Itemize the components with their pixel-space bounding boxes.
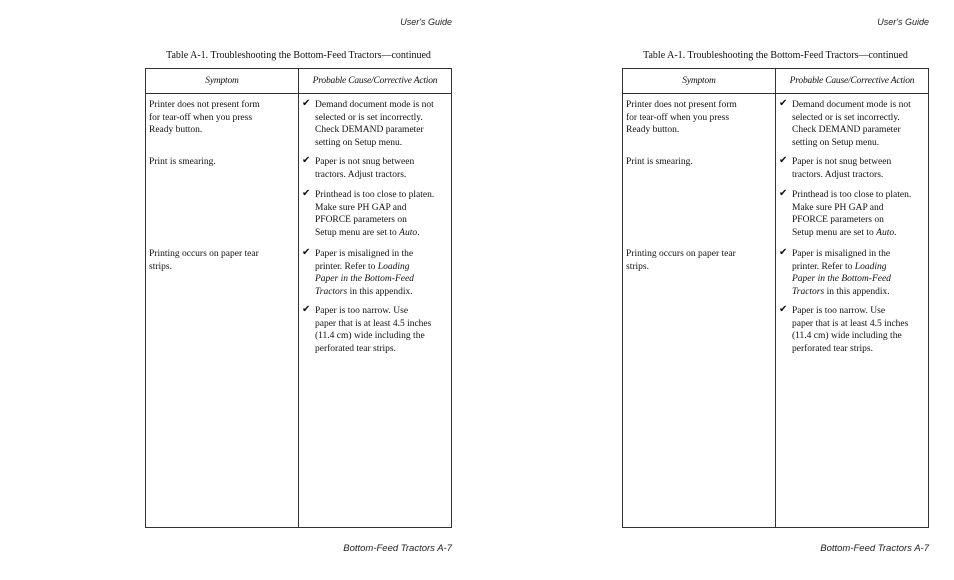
header-cause: Probable Cause/Corrective Action <box>312 76 438 86</box>
checkmark-icon: ✔ <box>779 304 788 315</box>
text-line: Tractors in this appendix. <box>315 286 413 297</box>
header-symptom: Symptom <box>205 76 239 86</box>
running-header: User's Guide <box>877 17 929 27</box>
text-line: strips. <box>149 261 172 272</box>
table-header-row <box>623 69 928 94</box>
text-line: Paper in the Bottom-Feed <box>315 274 414 284</box>
text-line: Demand document mode is not <box>792 100 911 110</box>
text-line: Tractors in this appendix. <box>792 286 890 297</box>
cause-cell <box>779 99 927 149</box>
cause-cell <box>779 305 927 355</box>
cause-cell <box>779 156 927 181</box>
page-footer: Bottom-Feed Tractors A-7 <box>820 543 929 554</box>
text-line: printer. Refer to Loading <box>315 261 410 272</box>
text-line: Printer does not present form <box>149 100 260 110</box>
text-line: PFORCE parameters on <box>315 215 407 225</box>
text-line: setting on Setup menu. <box>792 137 880 148</box>
checkmark-icon: ✔ <box>302 247 311 258</box>
text-line: (11.4 cm) wide including the <box>315 331 425 341</box>
text-line: Check DEMAND parameter <box>792 125 901 135</box>
text-line: Ready button. <box>626 125 680 135</box>
text-line: Demand document mode is not <box>315 100 434 110</box>
cause-cell <box>779 248 927 298</box>
text-line: strips. <box>626 261 649 272</box>
symptom-cell <box>149 156 289 169</box>
text-line: Print is smearing. <box>626 157 693 167</box>
text-line: printer. Refer to Loading <box>792 261 887 272</box>
table-header-row <box>146 69 451 94</box>
text-line: paper that is at least 4.5 inches <box>792 318 909 329</box>
table-caption: Table A-1. Troubleshooting the Bottom-Feed Tractors—continued <box>166 50 431 61</box>
text-line: (11.4 cm) wide including the <box>792 331 902 341</box>
text-line: PFORCE parameters on <box>792 215 884 225</box>
running-header: User's Guide <box>400 17 452 27</box>
table-caption: Table A-1. Troubleshooting the Bottom-Feed Tractors—continued <box>643 50 908 61</box>
text-line: perforated tear strips. <box>315 343 396 354</box>
checkmark-icon: ✔ <box>779 247 788 258</box>
symptom-cell <box>149 99 289 137</box>
text-line: Paper is too narrow. Use <box>792 306 886 316</box>
checkmark-icon: ✔ <box>302 304 311 315</box>
header-cause: Probable Cause/Corrective Action <box>789 76 915 86</box>
cause-cell <box>302 156 450 181</box>
text-line: Make sure PH GAP and <box>792 202 884 213</box>
checkmark-icon: ✔ <box>302 98 311 109</box>
symptom-cell <box>626 99 766 137</box>
text-line: Printhead is too close to platen. <box>315 190 435 200</box>
text-line: Paper is misaligned in the <box>315 249 414 259</box>
text-line: Printhead is too close to platen. <box>792 190 912 200</box>
text-line: paper that is at least 4.5 inches <box>315 318 432 329</box>
text-line: Ready button. <box>149 125 203 135</box>
cause-cell <box>302 248 450 298</box>
text-line: Paper is misaligned in the <box>792 249 891 259</box>
symptom-cell <box>149 248 289 273</box>
checkmark-icon: ✔ <box>302 188 311 199</box>
column-divider <box>298 69 299 527</box>
header-symptom: Symptom <box>682 76 716 86</box>
symptom-cell <box>626 156 766 169</box>
text-line: Printing occurs on paper tear <box>626 249 736 259</box>
checkmark-icon: ✔ <box>779 188 788 199</box>
page-footer: Bottom-Feed Tractors A-7 <box>343 543 452 554</box>
text-line: for tear-off when you press <box>626 112 730 123</box>
text-line: Print is smearing. <box>149 157 216 167</box>
cause-cell <box>302 99 450 149</box>
text-line: Paper is too narrow. Use <box>315 306 409 316</box>
checkmark-icon: ✔ <box>302 155 311 166</box>
text-line: Printing occurs on paper tear <box>149 249 259 259</box>
cause-cell <box>302 189 450 239</box>
troubleshooting-table <box>145 68 452 528</box>
column-divider <box>775 69 776 527</box>
text-line: tractors. Adjust tractors. <box>315 169 407 180</box>
text-line: for tear-off when you press <box>149 112 253 123</box>
text-line: Paper is not snug between <box>315 157 415 167</box>
text-line: selected or is set incorrectly. <box>315 112 423 123</box>
cause-cell <box>302 305 450 355</box>
text-line: Setup menu are set to Auto. <box>792 227 897 238</box>
checkmark-icon: ✔ <box>779 155 788 166</box>
text-line: Paper in the Bottom-Feed <box>792 274 891 284</box>
text-line: Check DEMAND parameter <box>315 125 424 135</box>
page-right <box>477 0 954 580</box>
text-line: setting on Setup menu. <box>315 137 403 148</box>
checkmark-icon: ✔ <box>779 98 788 109</box>
text-line: tractors. Adjust tractors. <box>792 169 884 180</box>
text-line: Make sure PH GAP and <box>315 202 407 213</box>
text-line: perforated tear strips. <box>792 343 873 354</box>
text-line: selected or is set incorrectly. <box>792 112 900 123</box>
text-line: Printer does not present form <box>626 100 737 110</box>
text-line: Setup menu are set to Auto. <box>315 227 420 238</box>
troubleshooting-table <box>622 68 929 528</box>
symptom-cell <box>626 248 766 273</box>
text-line: Paper is not snug between <box>792 157 892 167</box>
cause-cell <box>779 189 927 239</box>
